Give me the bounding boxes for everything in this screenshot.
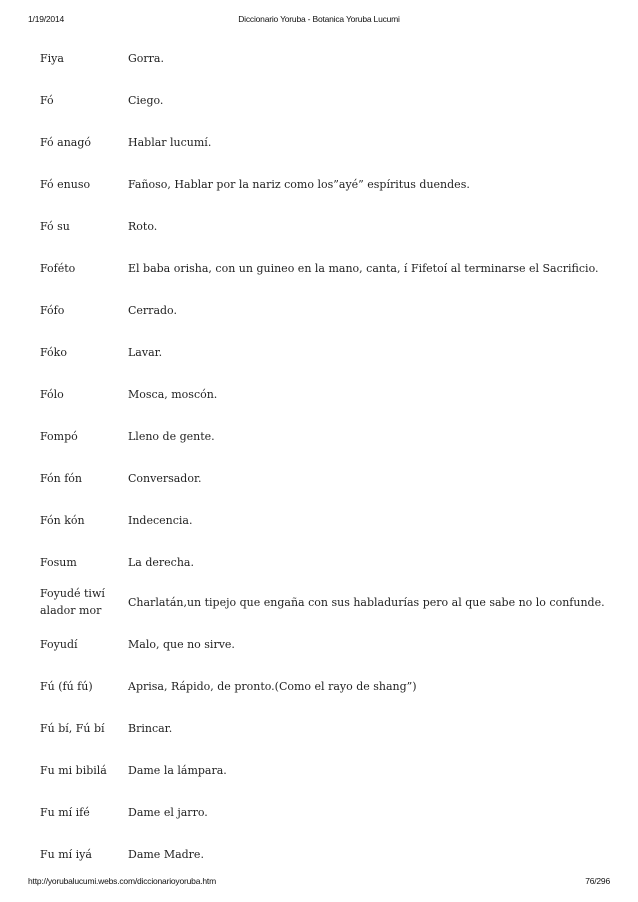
entry-term: Fó (40, 93, 54, 107)
dictionary-row (0, 666, 638, 706)
entry-definition: La derecha. (128, 555, 194, 569)
entry-definition: Hablar lucumí. (128, 135, 212, 149)
entry-definition: Brincar. (128, 721, 173, 735)
entry-term: Fu mí ifé (40, 805, 90, 819)
entry-definition: Dame Madre. (128, 847, 204, 861)
dictionary-row (0, 374, 638, 414)
entry-definition: Dame el jarro. (128, 805, 208, 819)
print-header (28, 14, 610, 26)
entry-definition: Indecencia. (128, 513, 193, 527)
page-url[interactable]: http://yorubalucumi.webs.com/diccionarioyoruba.htm (28, 876, 216, 886)
dictionary-row (0, 416, 638, 456)
page-number: 76/296 (585, 876, 610, 886)
dictionary-row (0, 332, 638, 372)
print-date: 1/19/2014 (28, 14, 65, 24)
entry-definition: El baba orisha, con un guineo en la mano, canta, í Fifetoí al terminarse el Sacrificio. (128, 261, 599, 275)
entry-definition: Gorra. (128, 51, 164, 65)
entry-definition: Conversador. (128, 471, 202, 485)
dictionary-row (0, 80, 638, 120)
entry-term: Fólo (40, 387, 64, 401)
dictionary-row (0, 582, 638, 622)
entry-definition: Roto. (128, 219, 158, 233)
dictionary-row (0, 458, 638, 498)
document-title: Diccionario Yoruba - Botanica Yoruba Lucumi (238, 14, 400, 24)
dictionary-row (0, 624, 638, 664)
entry-definition: Malo, que no sirve. (128, 637, 235, 651)
entry-definition: Aprisa, Rápido, de pronto.(Como el rayo de shang”) (128, 679, 417, 693)
dictionary-row (0, 750, 638, 790)
dictionary-row (0, 834, 638, 874)
dictionary-row (0, 792, 638, 832)
dictionary-row (0, 164, 638, 204)
entry-term: Foféto (40, 261, 76, 275)
entry-term: Fosum (40, 555, 77, 569)
entry-term: Fu mí iyá (40, 847, 92, 861)
entry-term: Fó anagó (40, 135, 92, 149)
entry-definition: Charlatán,un tipejo que engaña con sus habladurías pero al que sabe no lo confunde. (128, 595, 605, 609)
entry-term: Fu mi bibilá (40, 763, 107, 777)
entry-term: Fófo (40, 303, 65, 317)
entry-term: Fompó (40, 429, 78, 443)
dictionary-row (0, 542, 638, 582)
entry-term: Fón kón (40, 513, 85, 527)
entry-definition: Lleno de gente. (128, 429, 215, 443)
dictionary-row (0, 206, 638, 246)
entry-term: Fón fón (40, 471, 83, 485)
dictionary-row (0, 500, 638, 540)
dictionary-row (0, 248, 638, 288)
entry-term: Fiya (40, 51, 64, 65)
entry-term: Foyudí (40, 637, 78, 651)
print-footer (28, 876, 610, 888)
entry-term: Fó enuso (40, 177, 91, 191)
entry-definition: Fañoso, Hablar por la nariz como los”ayé” espíritus duendes. (128, 177, 470, 191)
entry-definition: Ciego. (128, 93, 164, 107)
dictionary-row (0, 38, 638, 78)
entry-term: Fóko (40, 345, 67, 359)
entry-definition: Dame la lámpara. (128, 763, 227, 777)
entry-term: Foyudé tiwí alador mor (40, 587, 105, 617)
entry-term: Fú bí, Fú bí (40, 721, 105, 735)
entry-definition: Cerrado. (128, 303, 177, 317)
dictionary-row (0, 708, 638, 748)
dictionary-row (0, 122, 638, 162)
entry-definition: Mosca, moscón. (128, 387, 218, 401)
entry-term: Fó su (40, 219, 70, 233)
entry-term: Fú (fú fú) (40, 679, 93, 693)
entry-definition: Lavar. (128, 345, 163, 359)
dictionary-row (0, 290, 638, 330)
